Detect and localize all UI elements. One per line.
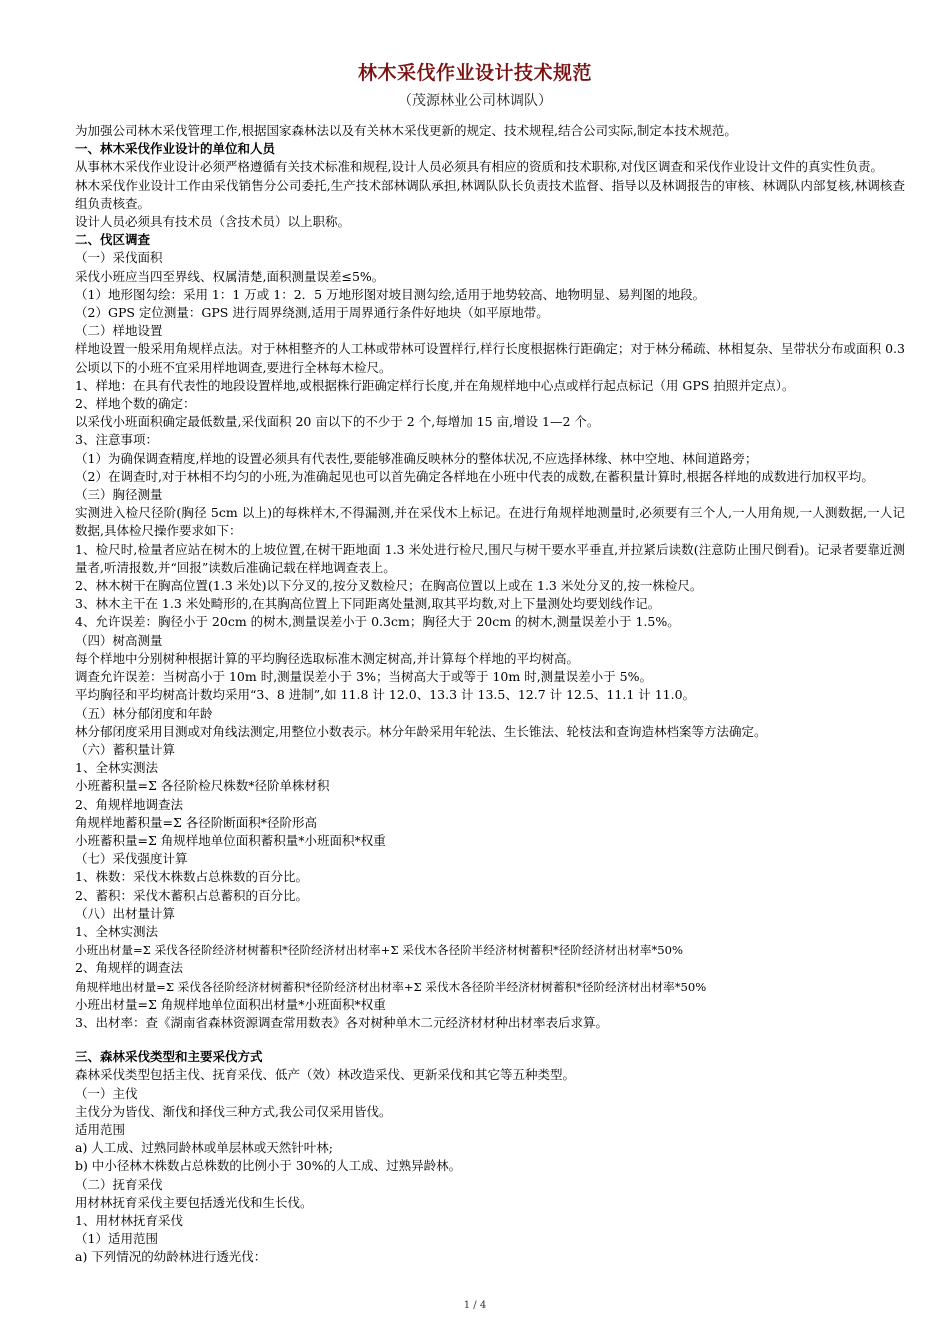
paragraph: （1）适用范围 [75,1231,158,1247]
section-heading: 二、伐区调查 [75,232,151,248]
formula: 小班出材量=Σ 采伐各径阶经济材树蓄积*径阶经济材出材率+Σ 采伐木各径阶半经济材树蓄积*径阶经济材出材率*50% [75,943,684,958]
formula: 角规样地出材量=Σ 采伐各径阶经济材树蓄积*径阶经济材出材率+Σ 采伐木各径阶半经济材树蓄积*径阶经济材出材率*50% [75,979,707,994]
paragraph: 3、注意事项： [75,432,158,448]
list-item: a) 人工成、过熟同龄林或单层林或天然针叶林; [75,1140,334,1156]
paragraph: 3、出材率：查《湖南省森林资源调查常用数表》各对树种单木二元经济材材种出材率表后求算。 [75,1014,608,1030]
document-title: 林木采伐作业设计技术规范 [357,62,592,84]
subsection-heading: （四）树高测量 [75,632,163,648]
paragraph: 2、角规样地调查法 [75,796,183,812]
paragraph: 森林采伐类型包括主伐、抚育采伐、低产（效）林改造采伐、更新采伐和其它等五种类型。 [75,1067,576,1083]
paragraph: （1）为确保调查精度,样地的设置必须具有代表性,要能够准确反映林分的整体状况,不应选择林缘、林中空地、林间道路旁； [75,450,758,466]
subsection-heading: （二）抚育采伐 [75,1176,163,1192]
paragraph: （2）在调查时,对于林相不均匀的小班,为准确起见也可以首先确定各样地在小班中代表的成数,在蓄积量计算时,根据各样地的成数进行加权平均。 [75,468,874,484]
paragraph: 3、林木主干在 1.3 米处畸形的,在其胸高位置上下同距离处量测,取其平均数,对上下量测处均要划线作记。 [75,596,661,612]
paragraph: 为加强公司林木采伐管理工作,根据国家森林法以及有关林木采伐更新的规定、技术规程,结合公司实际,制定本技术规范。 [75,123,737,138]
paragraph: 1、检尺时,检量者应站在树木的上坡位置,在树干距地面 1.3 米处进行检尺,围尺与树干要水平垂直,并拉紧后读数(注意防止围尺倒看)。记录者要靠近测量者,听清报数,并“回报”读数后准确记载在样地调查表上。 [75,541,905,575]
section-heading: 三、森林采伐类型和主要采伐方式 [75,1049,263,1065]
section-heading: 一、林木采伐作业设计的单位和人员 [75,141,276,157]
paragraph: 实测进入检尺径阶(胸径 5cm 以上)的每株样木,不得漏测,并在采伐木上标记。在进行角规样地测量时,必须要有三个人,一人用角规,一人测数据,一人记数据,具体检尺操作要求如下： [75,505,905,539]
paragraph: 每个样地中分别树种根据计算的平均胸径选取标准木测定树高,并计算每个样地的平均树高。 [75,650,579,666]
paragraph: 林分郁闭度采用目测或对角线法测定,用整位小数表示。林分年龄采用年轮法、生长锥法、轮枝法和查询造林档案等方法确定。 [75,723,767,739]
subsection-heading: （一）采伐面积 [75,250,163,266]
subsection-heading: （八）出材量计算 [75,905,176,921]
paragraph: 1、用材林抚育采伐 [75,1212,183,1228]
list-item: b) 中小径林木株数占总株数的比例小于 30%的人工成、过熟异龄林。 [75,1158,462,1174]
paragraph: 调查允许误差：当树高小于 10m 时,测量误差小于 3%；当树高大于或等于 10m 时,测量误差小于 5%。 [75,669,652,685]
paragraph: （1）地形图勾绘：采用 1：1 万或 1：2．5 万地形图对坡目测勾绘,适用于地势较高、地物明显、易判图的地段。 [75,286,706,302]
list-item: a) 下列情况的幼龄林进行透光伐： [75,1249,267,1265]
formula: 角规样地蓄积量=Σ 各径阶断面积*径阶形高 [75,814,318,830]
formula: 小班蓄积量=Σ 角规样地单位面积蓄积量*小班面积*权重 [75,832,386,848]
document-body [75,122,905,1267]
paragraph: 2、样地个数的确定： [75,396,196,412]
paragraph: 平均胸径和平均树高计数均采用“3、8 进制”,如 11.8 计 12.0、13.3 计 13.5、12.7 计 12.5、11.1 计 11.0。 [75,687,696,703]
subsection-heading: （六）蓄积量计算 [75,741,176,757]
paragraph: （2）GPS 定位测量：GPS 进行周界绕测,适用于周界通行条件好地块（如平原地带。 [75,305,549,321]
paragraph: 从事林木采伐作业设计必须严格遵循有关技术标准和规程,设计人员必须具有相应的资质和技术职称,对伐区调查和采伐作业设计文件的真实性负责。 [75,159,883,175]
subsection-heading: （二）样地设置 [75,323,163,339]
paragraph: 2、林木树干在胸高位置(1.3 米处)以下分叉的,按分叉数检尺；在胸高位置以上或在 1.3 米处分叉的,按一株检尺。 [75,578,703,594]
paragraph: 2、蓄积：采伐木蓄积占总蓄积的百分比。 [75,887,308,903]
paragraph: 林木采伐作业设计工作由采伐销售分公司委托,生产技术部林调队承担,林调队队长负责技术监督、指导以及林调报告的审核、林调队内部复核,林调核查组负责核查。 [75,177,905,211]
paragraph: 设计人员必须具有技术员（含技术员）以上职称。 [75,214,351,230]
formula: 小班出材量=Σ 角规样地单位面积出材量*小班面积*权重 [75,996,386,1012]
formula: 小班蓄积量=Σ 各径阶检尺株数*径阶单株材积 [75,778,330,794]
paragraph: 2、角规样的调查法 [75,960,183,976]
paragraph: 主伐分为皆伐、渐伐和择伐三种方式,我公司仅采用皆伐。 [75,1103,392,1119]
paragraph: 1、样地：在具有代表性的地段设置样地,或根据株行距确定样行长度,并在角规样地中心点或样行起点标记（用 GPS 拍照并定点）。 [75,377,795,393]
paragraph: 4、允许误差：胸径小于 20cm 的树木,测量误差小于 0.3cm；胸径大于 20cm 的树木,测量误差小于 1.5%。 [75,614,680,630]
document-subtitle: （茂源林业公司林调队） [398,93,552,109]
page-number: 1 / 4 [463,1300,487,1311]
subsection-heading: （五）林分郁闭度和年龄 [75,705,213,721]
paragraph: 1、全林实测法 [75,923,158,939]
paragraph: 采伐小班应当四至界线、权属清楚,面积测量误差≤5%。 [75,268,385,284]
subsection-heading: （一）主伐 [75,1085,138,1101]
subsection-heading: （三）胸径测量 [75,487,163,503]
paragraph: 用材林抚育采伐主要包括透光伐和生长伐。 [75,1194,313,1210]
paragraph: 样地设置一般采用角规样点法。对于林相整齐的人工林或带林可设置样行,样行长度根据株行距确定；对于林分稀疏、林相复杂、呈带状分布或面积 0.3 公顷以下的小班不宜采用样地调查,要进行全林每木检尺。 [75,341,905,375]
paragraph: 1、株数：采伐木株数占总株数的百分比。 [75,869,308,885]
paragraph: 以采伐小班面积确定最低数量,采伐面积 20 亩以下的不少于 2 个,每增加 15 亩,增设 1—2 个。 [75,414,600,430]
subsection-heading: （七）采伐强度计算 [75,851,188,867]
paragraph: 1、全林实测法 [75,760,158,776]
paragraph: 适用范围 [75,1121,126,1137]
